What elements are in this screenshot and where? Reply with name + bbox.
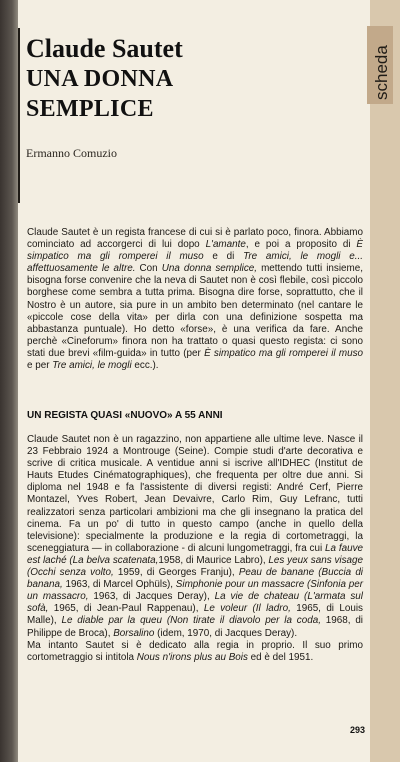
article-title (26, 34, 366, 124)
title-rule (18, 28, 20, 203)
title-author: Claude Sautet (26, 34, 183, 63)
side-tab-label: scheda (372, 45, 391, 100)
side-band (370, 0, 400, 762)
section-heading: UN REGISTA QUASI «NUOVO» A 55 ANNI (27, 410, 223, 421)
page-number: 293 (350, 725, 366, 735)
title-line-2: SEMPLICE (26, 96, 154, 122)
paragraph-intro: Claude Sautet è un regista francese di cui si è parlato poco, finora. Abbiamo cominciato ad accorgerci di lui dopo L'amante, e poi a proposito di È simpatico ma gli romperei il muso e di Tre amici, le mogli e... affettuosamente le altre. Con Una donna semplice, mettendo tutti insieme, bisogna forse convenire che la neva di Sautet non è così flebile, così piccolo borghese come sembra a tutta prima. Bisogna dire forse, soprattutto, che il Nostro è un autore, sia pure in un ambito ben determinato (nel cantare le «piccole cose della vita» per dirla con una definizione sospetta ma abbastanza puntuale). Ho detto «forse», è una verifica da fare. Anche perchè «Cineforum» finora non ha trattato o quasi questo regista: ci sono stati due brevi «film-guida» in tutto (per È simpatico ma gli romperei il muso e per Tre amici, le mogli ecc.). (27, 227, 364, 372)
paragraph-biography: Claude Sautet non è un ragazzino, non appartiene alle ultime leve. Nasce il 23 Febbraio 1924 a Montrouge (Seine). Compie studi d'arte decorativa e scrive di critica musicale. A ventidue anni si iscrive all'IDHEC (Institut de Hauts Etudes Cinématographiques), che frequenta per oltre due anni. Si diploma nel 1948 e fa l'assistente di diversi registi: André Cerf, Pierre Montazel, Yves Robert, Jean Devaivre, Carlo Rim, Guy Lefranc, tutti realizzatori senza particolari ambizioni ma che gli insegnano la pratica del cinema. Fa un po' di tutto in questo campo (anche in quello della televisione): specialmente la produzione e la regia di cortometraggi, la sceneggiatura — in collaborazione - di alcuni lungometraggi, fra cui La fauve est laché (La belva scatenata,1958, di Maurice Labro), Les yeux sans visage (Occhi senza volto, 1959, di Georges Franju), Peau de banane (Buccia di banana, 1963, di Marcel Ophüls), Simphonie pour un massacre (Sinfonia per un massacro, 1963, di Jacques Deray), La vie de chateau (L'armata sul sofà, 1965, di Jean-Paul Rappenau), Le voleur (Il ladro, 1965, di Louis Malle), Le diable par la queu (Non tirate il diavolo per la coda, 1968, di Philippe de Broca), Borsalino (idem, 1970, di Jacques Deray). Ma intanto Sautet si è dedicato alla regia in proprio. Il suo primo cortometraggio si intitola Nous n'irons plus au Bois ed è del 1951. (27, 434, 364, 663)
title-line-1: UNA DONNA (26, 66, 174, 92)
byline: Ermanno Comuzio (26, 146, 117, 160)
